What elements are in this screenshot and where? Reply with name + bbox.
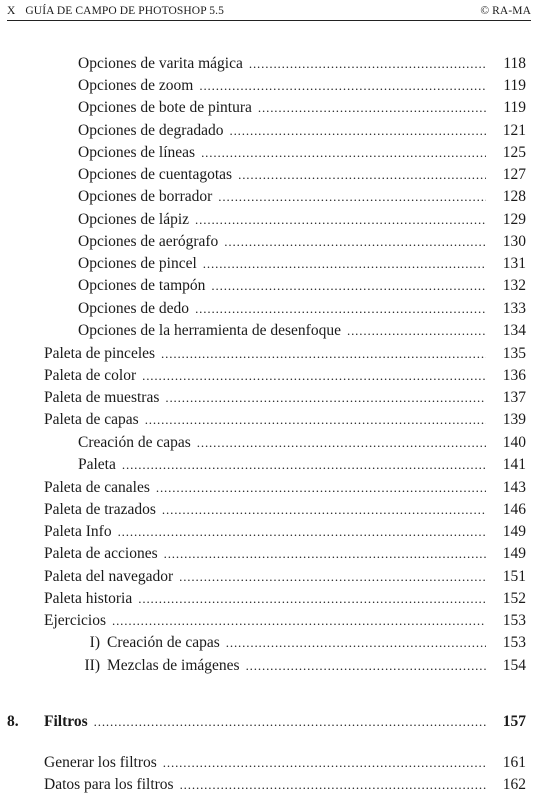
toc-entry[interactable] <box>44 588 526 610</box>
leader-dots <box>179 566 486 588</box>
leader-dots <box>112 610 486 632</box>
toc-entry-label <box>78 632 226 654</box>
leader-dots <box>238 164 486 186</box>
toc-entry-number: II) <box>84 657 100 674</box>
leader-dots <box>138 588 486 610</box>
leader-dots <box>258 97 486 119</box>
toc-entry-page: 121 <box>502 122 526 139</box>
toc-entry[interactable] <box>44 543 526 565</box>
toc-entry[interactable] <box>78 320 526 342</box>
leader-dots <box>142 365 486 387</box>
leader-dots <box>197 432 486 454</box>
chapter-title: Filtros <box>44 713 88 730</box>
toc-entry-label: Opciones de dedo <box>78 300 190 317</box>
toc-entry-page: 139 <box>502 411 526 428</box>
toc-entry-label: Paleta <box>78 456 116 473</box>
leader-dots <box>156 477 486 499</box>
toc-entry[interactable] <box>78 186 526 208</box>
toc-entry-page: 119 <box>503 77 526 94</box>
toc-entry[interactable] <box>78 142 526 164</box>
toc-entry-label: Opciones de tampón <box>78 277 206 294</box>
leader-dots <box>145 409 486 431</box>
toc-entry[interactable] <box>78 231 526 253</box>
toc-entry-page: 143 <box>502 479 526 496</box>
leader-dots <box>226 632 486 654</box>
leader-dots <box>122 454 486 476</box>
leader-dots <box>118 521 486 543</box>
toc-entry[interactable] <box>44 521 526 543</box>
leader-dots <box>180 774 486 796</box>
toc-entry[interactable] <box>78 209 526 231</box>
toc-entry[interactable] <box>78 253 526 275</box>
header-book-title: GUÍA DE CAMPO DE PHOTOSHOP 5.5 <box>25 5 224 17</box>
header-page-number: X <box>7 5 16 17</box>
toc-entry-text: Mezclas de imágenes <box>107 657 240 674</box>
toc-entry-label: Opciones de cuentagotas <box>78 166 233 183</box>
leader-dots <box>201 142 486 164</box>
header-left <box>7 5 224 17</box>
toc-entry-page: 153 <box>502 612 526 629</box>
leader-dots <box>161 343 486 365</box>
toc-entry-page: 119 <box>503 99 526 116</box>
leader-dots <box>218 186 486 208</box>
toc-entry-label: Paleta de trazados <box>44 501 156 518</box>
leader-dots <box>246 655 486 677</box>
toc-entry-page: 149 <box>502 523 526 540</box>
toc-entry-label: Paleta de canales <box>44 479 150 496</box>
toc-entry[interactable] <box>44 774 526 796</box>
toc-entry-page: 130 <box>502 233 526 250</box>
toc-entry-number: I) <box>89 634 100 651</box>
toc-entry[interactable] <box>78 97 526 119</box>
toc-entry-page: 132 <box>502 277 526 294</box>
toc-entry-page: 141 <box>502 456 526 473</box>
toc-entry-label: Opciones de aerógrafo <box>78 233 219 250</box>
toc-entry[interactable] <box>44 409 526 431</box>
toc-entry[interactable] <box>44 343 526 365</box>
toc-entry-text: Creación de capas <box>107 634 220 651</box>
toc-entry[interactable] <box>44 752 526 774</box>
toc-entry-label: Paleta historia <box>44 590 133 607</box>
toc-entry-page: 151 <box>502 568 526 585</box>
toc-entry-label: Creación de capas <box>78 434 191 451</box>
toc-entry-page: 152 <box>502 590 526 607</box>
leader-dots <box>94 711 486 733</box>
toc-entry-label: Paleta de pinceles <box>44 345 156 362</box>
toc-entry[interactable] <box>78 298 526 320</box>
toc-entry[interactable] <box>44 610 526 632</box>
toc-entry-label: Paleta del navegador <box>44 568 174 585</box>
leader-dots <box>211 275 486 297</box>
chapter-number: 8. <box>7 713 19 730</box>
running-header <box>7 5 531 21</box>
leader-dots <box>199 75 486 97</box>
toc-chapter[interactable] <box>7 711 526 733</box>
toc-entry-label: Opciones de degradado <box>78 122 224 139</box>
toc-entry-page: 140 <box>502 434 526 451</box>
toc-entry-page: 129 <box>502 211 526 228</box>
toc-entry[interactable] <box>44 566 526 588</box>
toc-entry[interactable] <box>78 454 526 476</box>
toc-entry-label: Datos para los filtros <box>44 776 174 793</box>
toc-entry[interactable] <box>44 499 526 521</box>
leader-dots <box>203 253 486 275</box>
leader-dots <box>229 120 486 142</box>
toc-entry-page: 149 <box>502 545 526 562</box>
toc-entry-page: 125 <box>502 144 526 161</box>
toc-entry-page: 127 <box>502 166 526 183</box>
toc-entry-page: 134 <box>502 322 526 339</box>
toc-entry-page: 133 <box>502 300 526 317</box>
leader-dots <box>164 543 486 565</box>
toc-entry-label: Paleta de color <box>44 367 137 384</box>
toc-entry-label <box>78 655 246 677</box>
toc-entry-page: 128 <box>502 188 526 205</box>
toc-entry[interactable] <box>44 477 526 499</box>
toc-entry-label: Opciones de bote de pintura <box>78 99 252 116</box>
toc-entry-label: Opciones de la herramienta de desenfoque <box>78 322 341 339</box>
toc-entry[interactable] <box>78 275 526 297</box>
toc-entry-page: 118 <box>503 55 526 72</box>
toc-entry[interactable] <box>44 365 526 387</box>
toc-entry-label: Opciones de pincel <box>78 255 197 272</box>
chapter-page: 157 <box>502 713 526 730</box>
toc-entry-label: Opciones de líneas <box>78 144 196 161</box>
toc-entry-label: Paleta de capas <box>44 411 139 428</box>
toc-entry[interactable] <box>44 387 526 409</box>
toc-entry-page: 135 <box>502 345 526 362</box>
toc-entry-label: Paleta Info <box>44 523 112 540</box>
toc-entry[interactable] <box>78 655 526 677</box>
toc-entry[interactable] <box>78 164 526 186</box>
toc-entry[interactable] <box>78 53 526 75</box>
toc-entry-label: Paleta de acciones <box>44 545 158 562</box>
leader-dots <box>165 387 486 409</box>
toc-entry-page: 161 <box>502 754 526 771</box>
leader-dots <box>224 231 486 253</box>
toc-entry-label: Ejercicios <box>44 612 106 629</box>
toc-entry-page: 137 <box>502 389 526 406</box>
toc-entry-label: Generar los filtros <box>44 754 157 771</box>
toc-entry-page: 131 <box>502 255 526 272</box>
toc-entry-label: Paleta de muestras <box>44 389 160 406</box>
toc-entry[interactable] <box>78 75 526 97</box>
header-publisher: © RA-MA <box>480 5 531 17</box>
toc-entry[interactable] <box>78 120 526 142</box>
toc-entry-page: 162 <box>502 776 526 793</box>
toc-entry-page: 146 <box>502 501 526 518</box>
toc-entry-page: 154 <box>502 657 526 674</box>
leader-dots <box>195 298 486 320</box>
leader-dots <box>195 209 486 231</box>
toc-entry[interactable] <box>78 432 526 454</box>
toc-entry[interactable] <box>78 632 526 654</box>
leader-dots <box>163 752 486 774</box>
leader-dots <box>347 320 486 342</box>
toc-entry-label: Opciones de lápiz <box>78 211 190 228</box>
toc-entry-label: Opciones de zoom <box>78 77 194 94</box>
toc-entry-label: Opciones de borrador <box>78 188 213 205</box>
leader-dots <box>162 499 486 521</box>
toc-entry-page: 153 <box>502 634 526 651</box>
toc-entry-page: 136 <box>502 367 526 384</box>
toc-entry-label: Opciones de varita mágica <box>78 55 243 72</box>
leader-dots <box>249 53 486 75</box>
